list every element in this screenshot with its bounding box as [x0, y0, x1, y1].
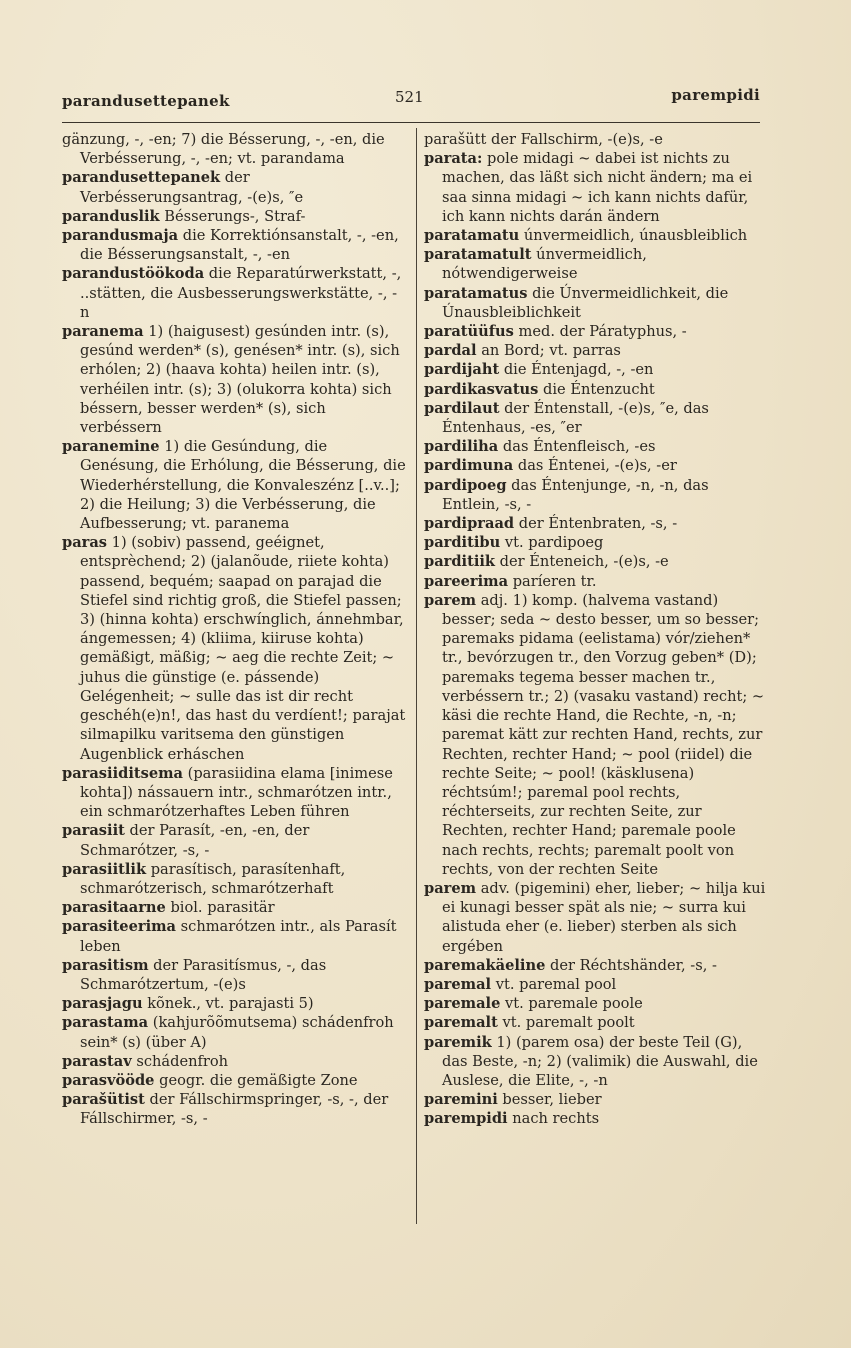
dictionary-entry — [424, 975, 766, 994]
entry-headword: pardiliha — [424, 438, 499, 456]
entry-definition: schmarótzen intr., als Parasít leben — [80, 918, 397, 955]
dictionary-entry — [424, 572, 766, 591]
entry-definition: der Réchtshänder, -s, - — [545, 956, 717, 974]
dictionary-entry — [62, 207, 406, 226]
dictionary-entry — [424, 149, 766, 226]
right-column — [424, 130, 766, 1129]
entry-headword: paratüüfus — [424, 323, 514, 341]
dictionary-entry — [424, 533, 766, 552]
entry-definition: die Éntenzucht — [538, 380, 655, 398]
running-head-right: parempidi — [671, 86, 760, 104]
entry-headword: paremal — [424, 975, 492, 993]
entry-headword: pardal — [424, 342, 477, 360]
entry-definition: die Éntenjagd, -, -en — [499, 361, 654, 379]
entry-definition: paríeren tr. — [508, 572, 597, 590]
entry-definition: biol. parasitär — [165, 899, 275, 917]
entry-headword: parasiteerima — [62, 918, 177, 936]
entry-definition: vt. paremalt poolt — [497, 1014, 635, 1032]
entry-headword: parditiik — [424, 553, 496, 571]
dictionary-entry — [424, 552, 766, 571]
entry-headword: paranemine — [62, 438, 160, 456]
entry-headword: parandusmaja — [62, 227, 179, 245]
column-divider — [416, 128, 417, 1224]
dictionary-entry — [62, 917, 406, 955]
left-column — [62, 130, 406, 1129]
entry-definition: der Fállschirmspringer, -s, -, der Fállschirmer, -s, - — [80, 1091, 389, 1128]
entry-headword: paratamatult — [424, 246, 532, 264]
entry-definition: parasítisch, parasítenhaft, schmarótzerisch, schmarótzerhaft — [80, 860, 346, 897]
entry-definition: adj. 1) komp. (halvema vastand) besser; seda ~ desto besser, um so besser; paremaks pidama (eelistama) vór/ziehen* tr., bevórzugen tr., den Vorzug geben* (D); paremaks tegema besser machen tr., verbéssern tr.; 2) (vasaku vastand) recht; ~ käsi die rechte Hand, die Rechte, -n, -n; paremat kätt zur rechten Hand, rechts, zur Rechten, rechter Hand; ~ pool (riidel) die rechte Seite; ~ pool! (käsklusena) réchtsúm!; paremal pool rechts, réchterseits, zur rechten Seite, zur Rechten, rechter Hand; paremale poole nach rechts, rechts; paremalt poolt von rechts, von der rechten Seite — [442, 591, 765, 878]
entry-headword: paremini — [424, 1091, 498, 1109]
page-header — [62, 86, 760, 116]
entry-definition: vt. paremale poole — [500, 995, 643, 1013]
entry-definition: der Énteneich, -(e)s, -e — [495, 553, 669, 571]
dictionary-entry — [62, 130, 406, 168]
dictionary-entry — [424, 456, 766, 475]
dictionary-entry — [424, 380, 766, 399]
entry-definition: der Éntenstall, -(e)s, ″e, das Éntenhaus, -es, ″er — [442, 399, 709, 437]
dictionary-entry — [424, 476, 766, 514]
dictionary-entry — [424, 1090, 766, 1109]
entry-definition: únvermeidlich, nótwendigerweise — [442, 246, 647, 283]
entry-definition: nach rechts — [507, 1110, 600, 1128]
dictionary-entry — [424, 130, 766, 149]
dictionary-entry — [424, 226, 766, 245]
entry-definition: Bésserungs-, Straf- — [159, 207, 306, 225]
entry-headword: parem — [424, 591, 477, 609]
entry-headword: pardilaut — [424, 399, 500, 417]
running-head-left: parandusettepanek — [62, 92, 230, 110]
entry-headword: pardipoeg — [424, 476, 507, 494]
entry-headword: parandusettepanek — [62, 169, 221, 187]
entry-definition: die Korrektiónsanstalt, -, -en, die Bésserungsanstalt, -, -en — [80, 227, 399, 264]
entry-definition: schádenfroh — [131, 1052, 229, 1070]
entry-headword: paremik — [424, 1033, 492, 1051]
dictionary-entry — [424, 322, 766, 341]
entry-definition: geogr. die gemäßigte Zone — [154, 1071, 358, 1089]
entry-headword: parastav — [62, 1052, 132, 1070]
entry-definition: das Éntenfleisch, -es — [498, 438, 656, 456]
dictionary-entry — [62, 1071, 406, 1090]
entry-headword: pareerima — [424, 572, 509, 590]
dictionary-entry — [62, 437, 406, 533]
dictionary-entry — [62, 322, 406, 437]
entry-definition: med. der Páratyphus, - — [513, 323, 687, 341]
entry-definition: der Éntenbraten, -s, - — [514, 515, 678, 533]
dictionary-entry — [62, 533, 406, 763]
dictionary-entry — [424, 341, 766, 360]
entry-headword: parasitism — [62, 956, 149, 974]
entry-definition: gänzung, -, -en; 7) die Bésserung, -, -en, die Verbésserung, -, -en; vt. parandama — [62, 131, 385, 168]
entry-headword: paremale — [424, 995, 501, 1013]
entry-definition: 1) die Gesúndung, die Genésung, die Erhólung, die Bésserung, die Wiederhérstellung, die Konvaleszénz [..v..]; 2) die Heilung; 3) die Verbésserung, die Aufbesserung; vt. paranema — [80, 438, 406, 533]
dictionary-entry — [424, 399, 766, 437]
dictionary-entry — [62, 1013, 406, 1051]
entry-headword: parastama — [62, 1014, 149, 1032]
entry-headword: paremakäeline — [424, 956, 546, 974]
dictionary-entry — [424, 360, 766, 379]
entry-headword: paranema — [62, 323, 144, 341]
entry-headword: pardipraad — [424, 515, 515, 533]
dictionary-entry — [62, 994, 406, 1013]
dictionary-entry — [62, 168, 406, 206]
entry-headword: parditibu — [424, 534, 501, 552]
dictionary-entry — [424, 956, 766, 975]
header-rule — [62, 122, 760, 123]
entry-headword: parata: — [424, 150, 483, 168]
entry-headword: pardimuna — [424, 457, 514, 475]
dictionary-entry — [424, 284, 766, 322]
entry-definition: vt. pardipoeg — [500, 534, 604, 552]
entry-headword: parašütist — [62, 1091, 145, 1109]
dictionary-entry — [424, 245, 766, 283]
entry-definition: der Parasít, -en, -en, der Schmarótzer, -s, - — [80, 822, 310, 859]
entry-definition: an Bord; vt. parras — [476, 342, 621, 360]
entry-headword: pardijaht — [424, 361, 500, 379]
entry-definition: der Parasitísmus, -, das Schmarótzertum, -(e)s — [80, 956, 327, 993]
entry-headword: paras — [62, 534, 108, 552]
entry-headword: paremalt — [424, 1014, 498, 1032]
dictionary-entry — [62, 1052, 406, 1071]
entry-definition: pole midagi ~ dabei ist nichts zu machen, das läßt sich nicht ändern; ma ei saa sinna midagi ~ ich kann nichts dafür, ich kann nichts darán ändern — [442, 150, 753, 225]
entry-headword: parasvööde — [62, 1071, 155, 1089]
entry-definition: vt. paremal pool — [491, 975, 617, 993]
entry-definition: die Reparatúrwerkstatt, -, ..stätten, die Ausbesserungswerkstätte, -, -n — [80, 265, 402, 321]
dictionary-entry — [424, 1013, 766, 1032]
entry-headword: parasiit — [62, 822, 125, 840]
dictionary-entry — [424, 879, 766, 956]
entry-definition: das Éntenei, -(e)s, -er — [513, 457, 677, 475]
entry-headword: paratamatus — [424, 284, 528, 302]
entry-definition: (kahjurõõmutsema) schádenfroh sein* (s) (über A) — [80, 1014, 394, 1051]
dictionary-entry — [62, 898, 406, 917]
entry-definition: adv. (pigemini) eher, lieber; ~ hilja kui ei kunagi besser spät als nie; ~ surra kui alistuda eher (e. lieber) sterben als sich ergében — [442, 879, 766, 955]
dictionary-entry — [62, 226, 406, 264]
entry-definition: 1) (parem osa) der beste Teil (G), das Beste, -n; 2) (valimik) die Auswahl, die Auslese, die Elite, -, -n — [442, 1033, 758, 1089]
entry-headword: parandustöökoda — [62, 265, 205, 283]
entry-headword: paranduslik — [62, 207, 160, 225]
entry-headword: parempidi — [424, 1110, 508, 1128]
dictionary-entry — [62, 264, 406, 322]
entry-headword: parasitaarne — [62, 899, 166, 917]
dictionary-entry — [424, 514, 766, 533]
entry-headword: pardikasvatus — [424, 380, 539, 398]
entry-headword: parasjagu — [62, 995, 143, 1013]
entry-definition: únvermeidlich, únausbleiblich — [519, 227, 748, 245]
dictionary-entry — [62, 764, 406, 822]
entry-definition: 1) (haigusest) gesúnden intr. (s), gesúnd werden* (s), genésen* intr. (s), sich erhólen; 2) (haava kohta) heilen intr. (s), verhéilen intr. (s); 3) (olukorra kohta) sich béssern, besser werden* (s), sich verbéssern — [80, 323, 400, 437]
dictionary-entry — [62, 1090, 406, 1128]
dictionary-entry — [424, 1033, 766, 1091]
entry-definition: kõnek., vt. parajasti 5) — [142, 995, 314, 1013]
dictionary-entry — [62, 956, 406, 994]
dictionary-entry — [62, 821, 406, 859]
entry-definition: parašütt der Fallschirm, -(e)s, -e — [424, 131, 663, 148]
dictionary-entry — [62, 860, 406, 898]
entry-definition: der Verbésserungsantrag, -(e)s, ″e — [80, 169, 304, 206]
entry-definition: das Éntenjunge, -n, -n, das Entlein, -s, - — [442, 476, 709, 513]
entry-headword: parasiiditsema — [62, 764, 183, 782]
dictionary-entry — [424, 591, 766, 879]
dictionary-entry — [424, 1109, 766, 1128]
entry-definition: (parasiidina elama [inimese kohta]) nássauern intr., schmarótzen intr., ein schmarótzerhaftes Leben führen — [80, 764, 393, 821]
entry-headword: parasiitlik — [62, 860, 147, 878]
entry-definition: die Únvermeidlichkeit, die Únausbleiblichkeit — [442, 284, 729, 321]
dictionary-entry — [424, 994, 766, 1013]
entry-definition: 1) (sobiv) passend, geéignet, entsprèchend; 2) (jalanõude, riiete kohta) passend, bequém; saapad on parajad die Stiefel sind richtig groß, die Stiefel passen; 3) (hinna kohta) erschwínglich, ánnehmbar, ángemessen; 4) (kliima, kiiruse kohta) gemäßigt, mäßig; ~ aeg die rechte Zeit; ~ juhus die günstige (e. pássende) Gelégenheit; ~ sulle das ist dir recht geschéh(e)n!, das hast du verdíent!; parajat silmapilku varitsema den günstigen Augenblick erháschen — [80, 534, 406, 763]
dictionary-entry — [424, 437, 766, 456]
entry-headword: paratamatu — [424, 227, 520, 245]
entry-headword: parem — [424, 879, 477, 897]
page-number: 521 — [395, 88, 424, 106]
entry-definition: besser, lieber — [497, 1091, 602, 1109]
